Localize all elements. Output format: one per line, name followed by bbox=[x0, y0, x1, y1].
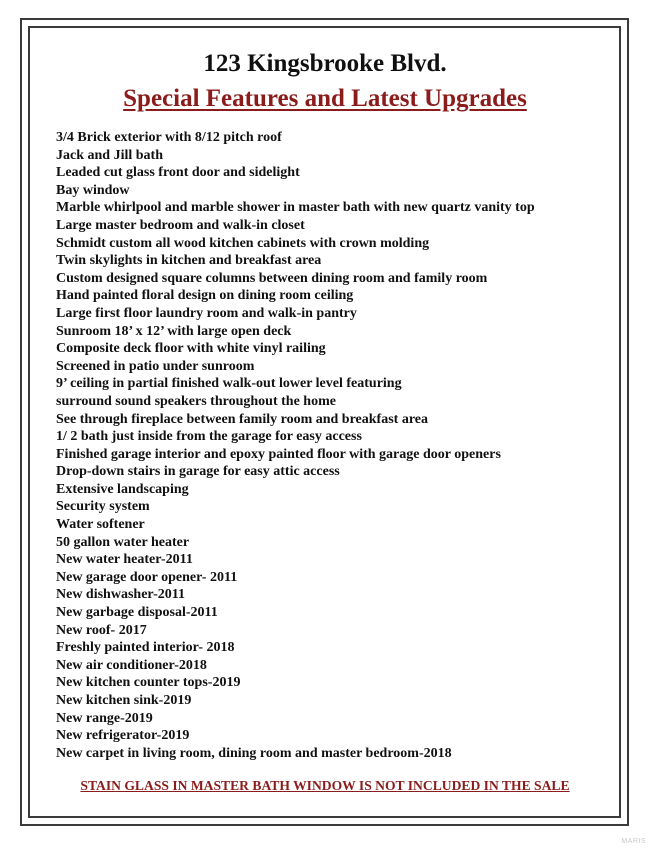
feature-item: New water heater-2011 bbox=[56, 552, 193, 568]
feature-item: surround sound speakers throughout the home bbox=[56, 393, 336, 409]
feature-item: 3/4 Brick exterior with 8/12 pitch roof bbox=[56, 130, 282, 145]
feature-item: Screened in patio under sunroom bbox=[56, 358, 255, 374]
feature-item: New dishwasher-2011 bbox=[56, 587, 185, 603]
feature-item: New refrigerator-2019 bbox=[56, 728, 190, 744]
feature-item: Finished garage interior and epoxy painted floor with garage door openers bbox=[56, 446, 501, 462]
feature-item: Sunroom 18’ x 12’ with large open deck bbox=[56, 323, 292, 339]
feature-item: 50 gallon water heater bbox=[56, 534, 190, 550]
feature-item: Composite deck floor with white vinyl railing bbox=[56, 341, 326, 357]
page-subtitle: Special Features and Latest Upgrades bbox=[123, 85, 527, 112]
feature-item: New garbage disposal-2011 bbox=[56, 605, 218, 621]
feature-item: New range-2019 bbox=[56, 710, 153, 726]
feature-item: Twin skylights in kitchen and breakfast area bbox=[56, 253, 322, 269]
features-list bbox=[56, 129, 616, 762]
feature-item: New kitchen sink-2019 bbox=[56, 693, 192, 708]
feature-item: Large first floor laundry room and walk-in pantry bbox=[56, 305, 357, 321]
feature-item: Water softener bbox=[56, 517, 145, 533]
feature-item: New garage door opener- 2011 bbox=[56, 569, 238, 585]
feature-item: Marble whirlpool and marble shower in master bath with new quartz vanity top bbox=[56, 200, 535, 216]
feature-item: Schmidt custom all wood kitchen cabinets with crown molding bbox=[56, 235, 430, 251]
page-title: 123 Kingsbrooke Blvd. bbox=[203, 50, 447, 77]
feature-item: Custom designed square columns between dining room and family room bbox=[56, 270, 488, 286]
feature-item: Drop-down stairs in garage for easy attic access bbox=[56, 464, 340, 480]
feature-item: New roof- 2017 bbox=[56, 622, 147, 638]
feature-item: Hand painted floral design on dining room ceiling bbox=[56, 288, 354, 304]
feature-item: New air conditioner-2018 bbox=[56, 657, 207, 673]
feature-item: Leaded cut glass front door and sidelight bbox=[56, 165, 300, 181]
feature-item: Security system bbox=[56, 499, 150, 515]
feature-item: Large master bedroom and walk-in closet bbox=[56, 217, 305, 233]
feature-item: Jack and Jill bath bbox=[56, 147, 163, 163]
watermark: MARIS bbox=[621, 838, 646, 845]
feature-item: 1/ 2 bath just inside from the garage for easy access bbox=[56, 429, 362, 445]
exclusion-notice: STAIN GLASS IN MASTER BATH WINDOW IS NOT INCLUDED IN THE SALE bbox=[80, 778, 570, 793]
feature-item: Extensive landscaping bbox=[56, 481, 189, 497]
feature-item: 9’ ceiling in partial finished walk-out lower level featuring bbox=[56, 376, 402, 392]
feature-item: New carpet in living room, dining room and master bedroom-2018 bbox=[56, 745, 452, 761]
feature-item: Bay window bbox=[56, 182, 130, 198]
feature-item: New kitchen counter tops-2019 bbox=[56, 675, 241, 691]
feature-item: See through fireplace between family room and breakfast area bbox=[56, 411, 429, 427]
feature-item: Freshly painted interior- 2018 bbox=[56, 640, 235, 656]
